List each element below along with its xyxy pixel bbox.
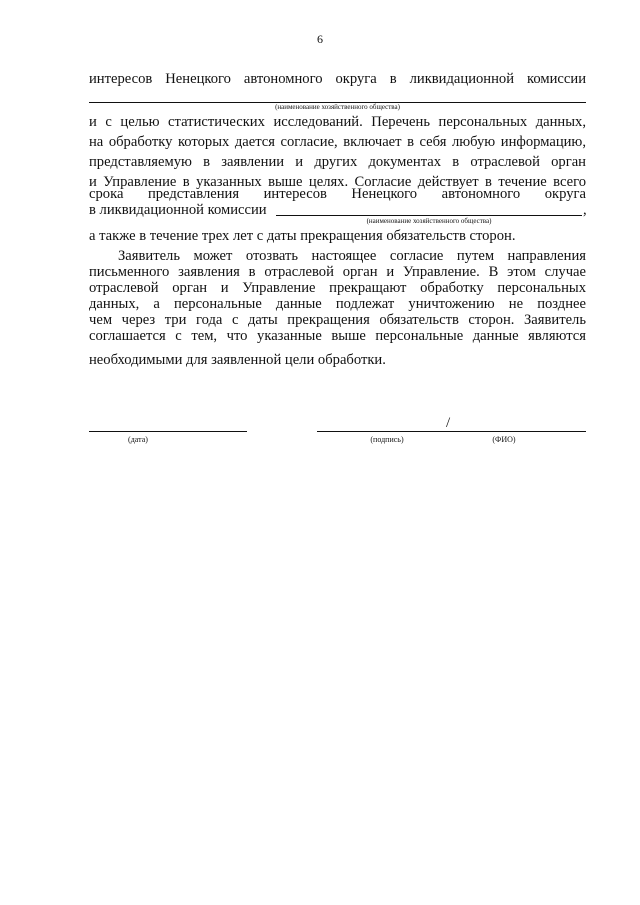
name-caption: (ФИО) — [492, 435, 516, 444]
page-number: 6 — [317, 32, 323, 46]
text-line: соглашается с тем, что указанные выше персональные данные являются — [89, 328, 586, 344]
text-line: интересов Ненецкого автономного округа в ликвидационной комиссии — [89, 71, 586, 87]
text-line: данных, а персональные данные подлежат уничтожению не позднее — [89, 296, 586, 312]
text-line: а также в течение трех лет с даты прекращения обязательств сторон. — [89, 228, 516, 244]
field-caption: (наименование хозяйственного общества) — [366, 217, 492, 225]
text-line-end: , — [583, 202, 587, 218]
signature-separator: / — [446, 415, 451, 431]
text-line: в ликвидационной комиссии — [89, 202, 267, 218]
field-caption: (наименование хозяйственного общества) — [275, 103, 400, 111]
signature-line — [317, 431, 586, 432]
date-caption: (дата) — [128, 435, 148, 444]
date-line — [89, 431, 247, 432]
text-line: и Управление в указанных выше целях. Согласие действует в течение всего — [89, 174, 586, 190]
text-line: чем через три года с даты прекращения обязательств сторон. Заявитель — [89, 312, 586, 328]
text-line: на обработку которых дается согласие, включает в себя любую информацию, — [89, 134, 586, 150]
text-line: срока представления интересов Ненецкого автономного округа — [89, 186, 586, 202]
text-line: необходимыми для заявленной цели обработки. — [89, 352, 386, 368]
signature-caption: (подпись) — [370, 435, 404, 444]
text-line: и с целью статистических исследований. Перечень персональных данных, — [89, 114, 586, 130]
text-line: письменного заявления в отраслевой орган и Управление. В этом случае — [89, 264, 586, 280]
text-line: представляемую в заявлении и других документах в отраслевой орган — [89, 154, 586, 170]
text-line: Заявитель может отозвать настоящее согласие путем направления — [118, 248, 586, 264]
fill-in-line — [276, 215, 582, 216]
text-line: отраслевой орган и Управление прекращают обработку персональных — [89, 280, 586, 296]
